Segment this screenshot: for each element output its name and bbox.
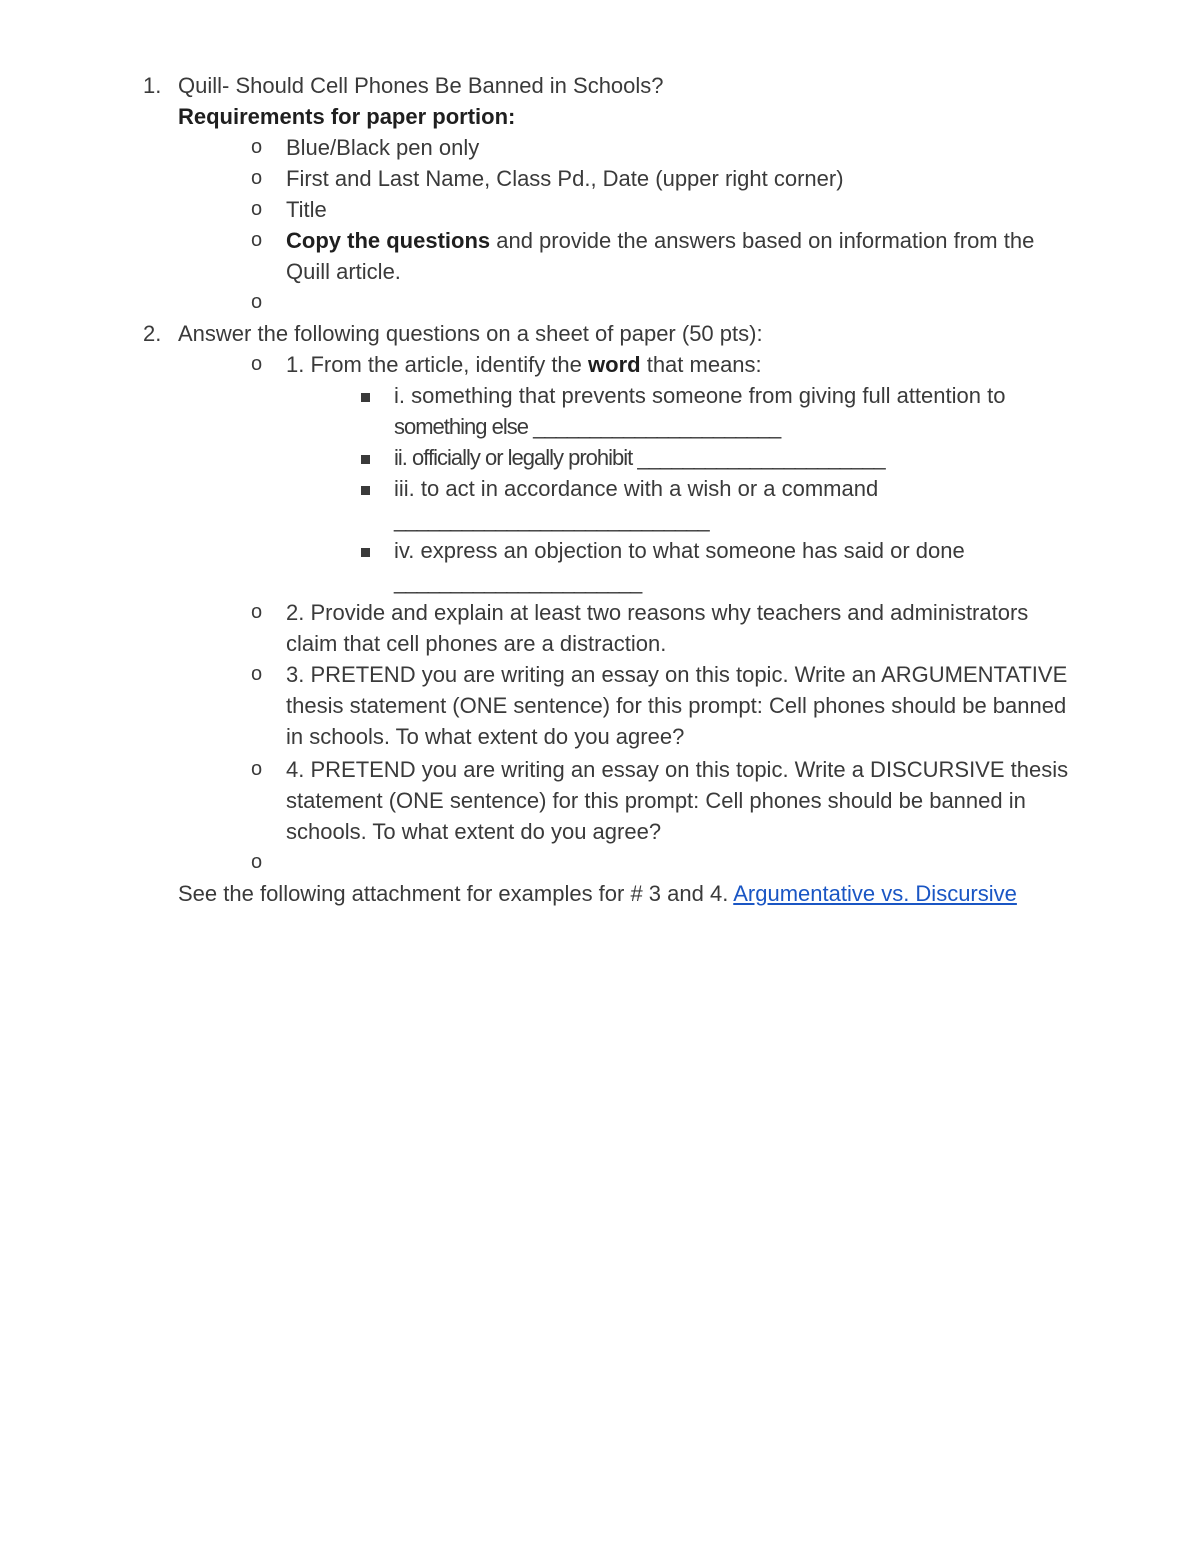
requirement-pen: Blue/Black pen only	[286, 135, 480, 160]
circle-bullet-icon: o	[251, 291, 263, 313]
circle-bullet-icon: o	[251, 601, 263, 623]
requirement-title: Title	[286, 197, 327, 222]
question-2: 2. Provide and explain at least two reasons why teachers and administrators	[286, 600, 1029, 625]
definition-iv-blank: ______________________	[394, 569, 642, 594]
definition-iii: iii. to act in accordance with a wish or a command	[394, 476, 879, 501]
square-bullet-icon	[361, 455, 370, 464]
item2-title: Answer the following questions on a sheet of paper (50 pts):	[178, 321, 763, 346]
square-bullet-icon	[361, 486, 370, 495]
definition-i-cont: something else ______________________	[394, 414, 781, 439]
circle-bullet-icon: o	[251, 851, 263, 873]
circle-bullet-icon: o	[251, 229, 263, 251]
square-bullet-icon	[361, 393, 370, 402]
square-bullet-icon	[361, 548, 370, 557]
list-number-1: 1.	[143, 73, 162, 98]
circle-bullet-icon: o	[251, 663, 263, 685]
question-2-cont: claim that cell phones are a distraction.	[286, 631, 667, 656]
list-number-2: 2.	[143, 321, 162, 346]
requirement-copy-questions: Copy the questions and provide the answers based on information from the	[286, 228, 1035, 253]
argumentative-vs-discursive-link[interactable]: Argumentative vs. Discursive	[733, 881, 1017, 906]
definition-iv: iv. express an objection to what someone has said or done	[394, 538, 965, 563]
requirements-heading: Requirements for paper portion:	[178, 104, 516, 129]
requirement-name: First and Last Name, Class Pd., Date (upper right corner)	[286, 166, 844, 191]
circle-bullet-icon: o	[251, 167, 263, 189]
question-4-cont2: schools. To what extent do you agree?	[286, 819, 662, 844]
definition-i: i. something that prevents someone from giving full attention to	[394, 383, 1006, 408]
requirement-copy-questions-cont: Quill article.	[286, 259, 401, 284]
question-1: 1. From the article, identify the word that means:	[286, 352, 762, 377]
question-3: 3. PRETEND you are writing an essay on this topic. Write an ARGUMENTATIVE	[286, 662, 1068, 687]
circle-bullet-icon: o	[251, 353, 263, 375]
question-4-cont: statement (ONE sentence) for this prompt: Cell phones should be banned in	[286, 788, 1026, 813]
definition-iii-blank: ____________________________	[394, 507, 709, 532]
circle-bullet-icon: o	[251, 758, 263, 780]
attachment-note: See the following attachment for examples for # 3 and 4. Argumentative vs. Discursive	[178, 881, 1017, 906]
circle-bullet-icon: o	[251, 198, 263, 220]
item1-title: Quill- Should Cell Phones Be Banned in Schools?	[178, 73, 664, 98]
question-3-cont: thesis statement (ONE sentence) for this prompt: Cell phones should be banned	[286, 693, 1067, 718]
question-4: 4. PRETEND you are writing an essay on this topic. Write a DISCURSIVE thesis	[286, 757, 1069, 782]
question-3-cont2: in schools. To what extent do you agree?	[286, 724, 685, 749]
circle-bullet-icon: o	[251, 136, 263, 158]
definition-ii: ii. officially or legally prohibit ______________________	[394, 445, 885, 470]
